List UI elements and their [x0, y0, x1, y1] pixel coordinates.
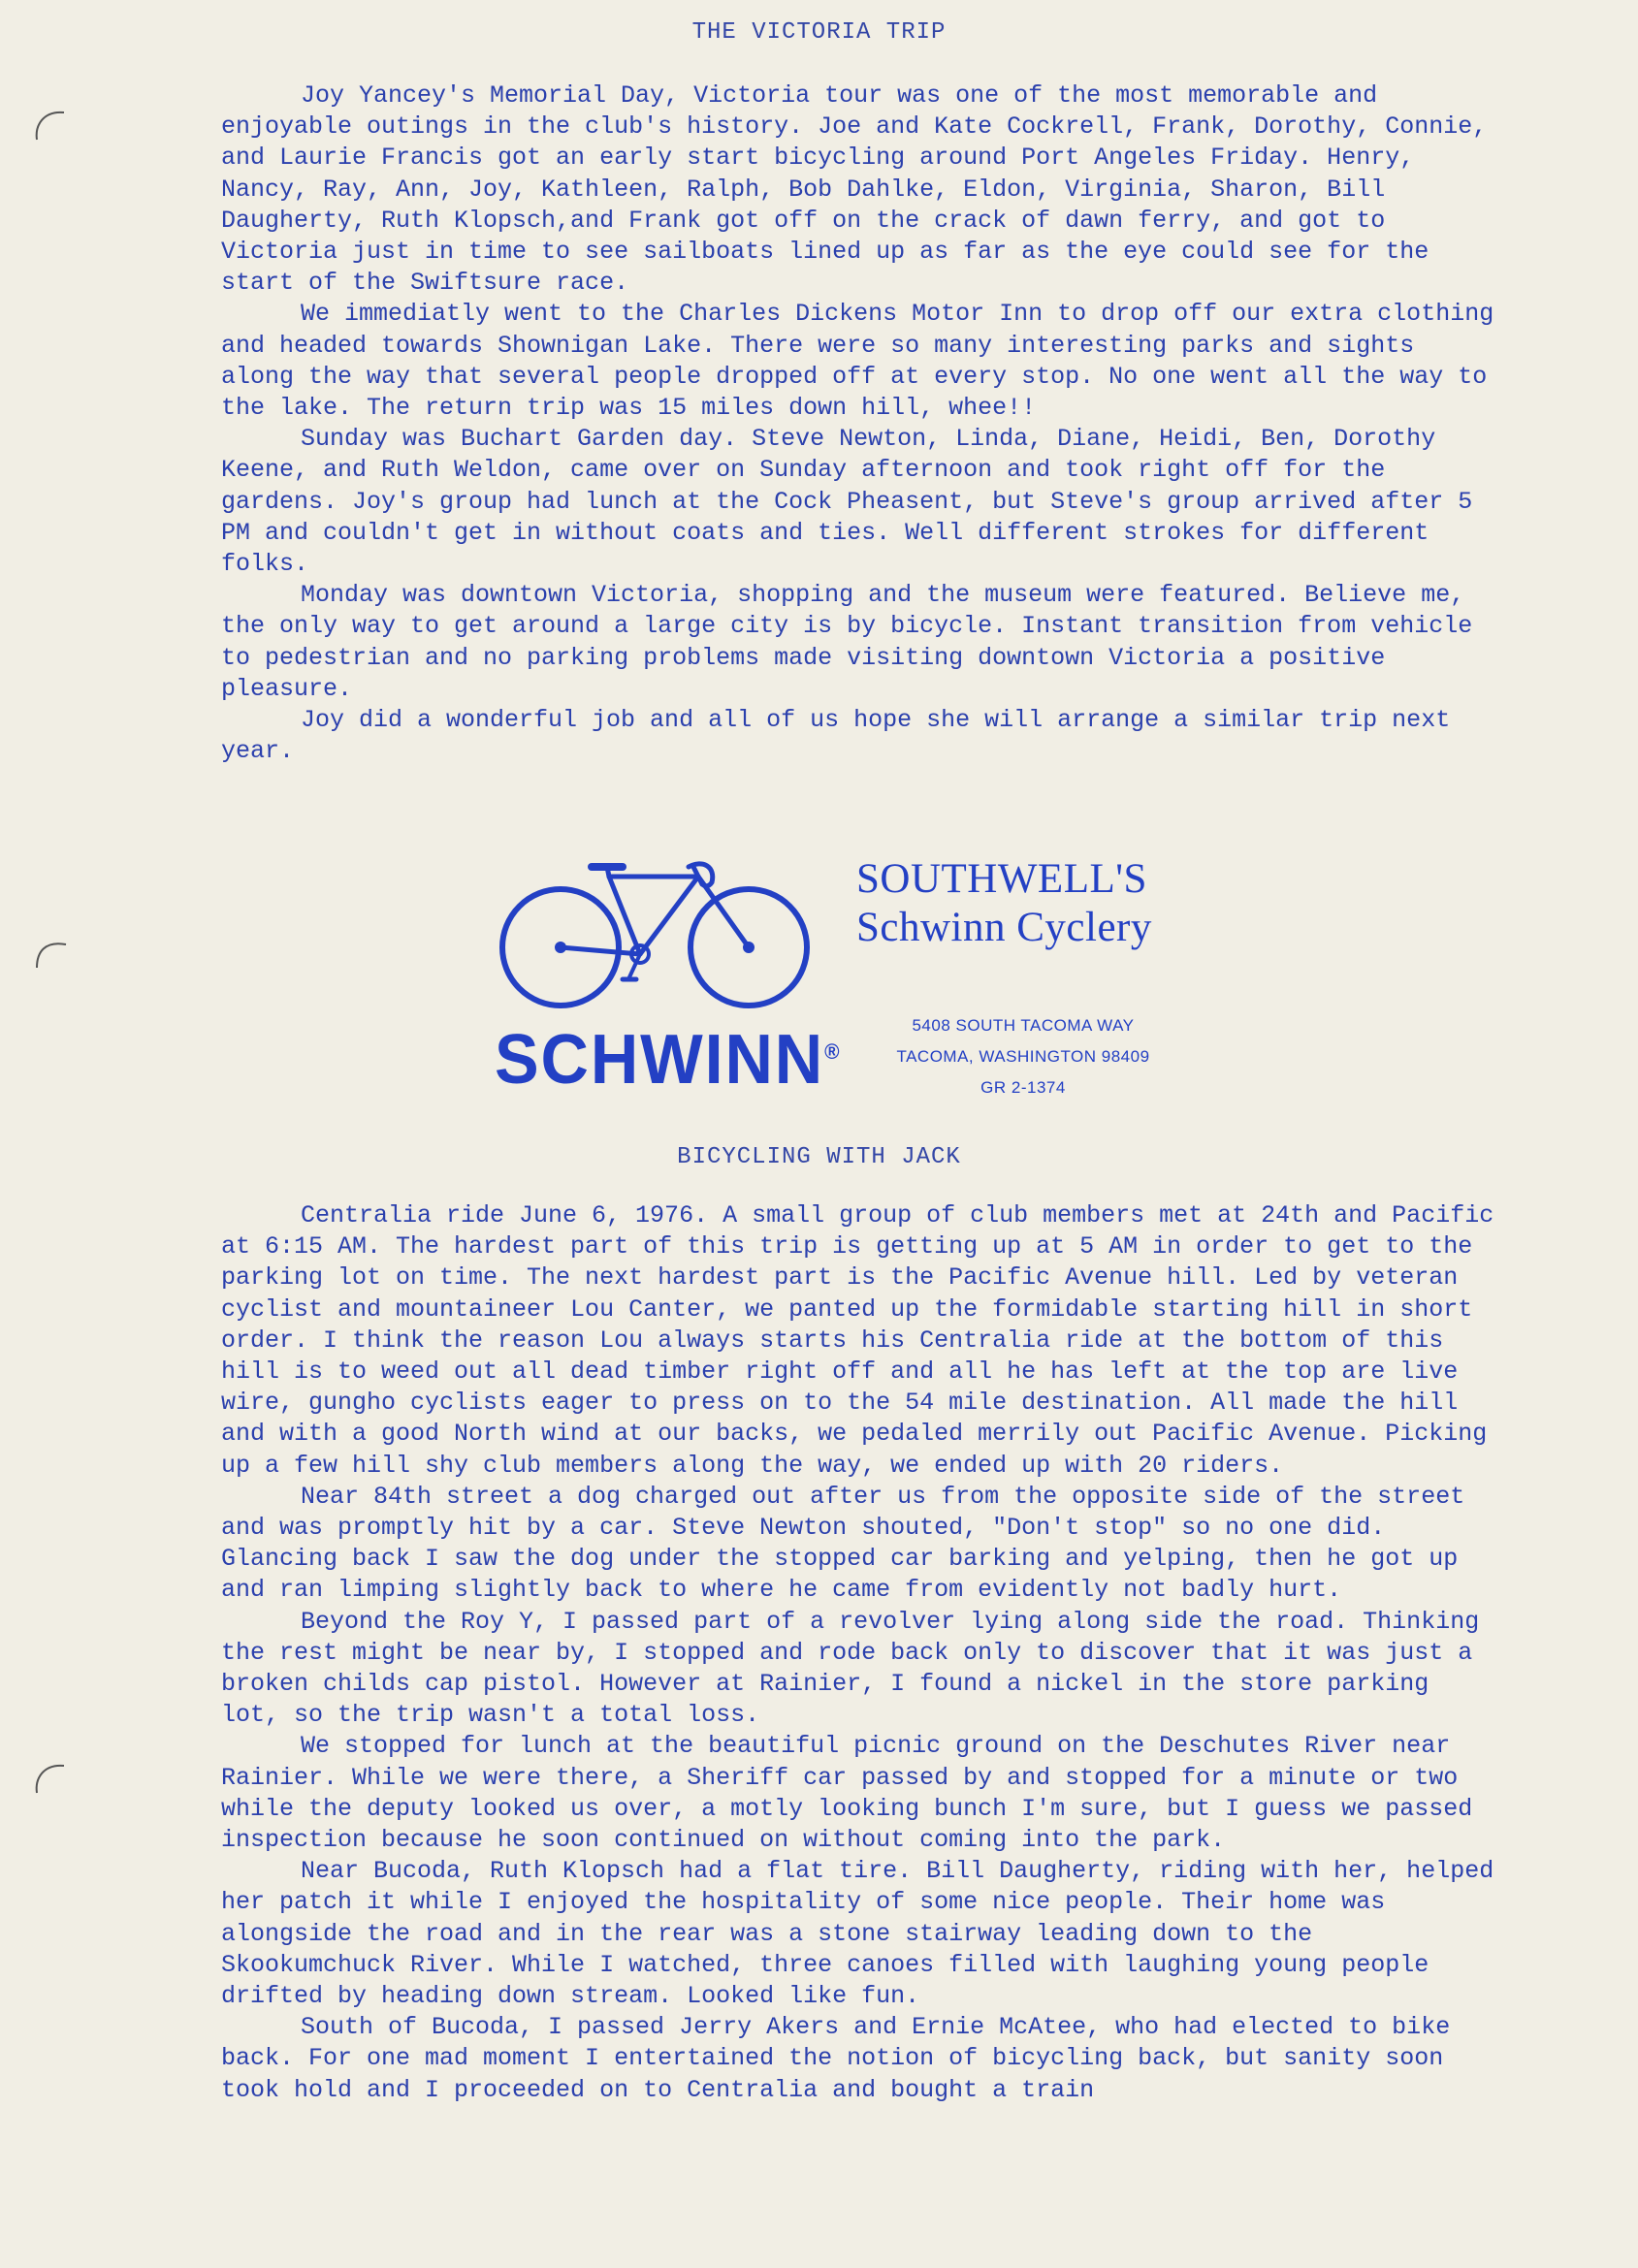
article-paragraph: Near Bucoda, Ruth Klopsch had a flat tire. Bill Daugherty, riding with her, helped her patch it while I enjoyed the hospitality of some nice people. Their home was alongside the road and in the rear was a stone stairway leading down to the Skookumchuck River. While I watched, three canoes filled with laughing young people drifted by heading down stream. Looked like fun.: [221, 1857, 1494, 2011]
bicycle-illustration: [495, 846, 815, 1010]
punch-hole-mark: [29, 939, 68, 977]
schwinn-logo: [495, 1020, 839, 1100]
punch-hole-mark: [29, 1760, 68, 1799]
article-paragraph: Beyond the Roy Y, I passed part of a revolver lying along side the road. Thinking the rest might be near by, I stopped and rode back only to discover that it was just a broken childs cap pistol. However at Rainier, I found a nickel in the store parking lot, so the trip wasn't a total loss.: [221, 1607, 1480, 1730]
store-name-line2: Schwinn Cyclery: [856, 905, 1152, 950]
article-paragraph: We stopped for lunch at the beautiful picnic ground on the Deschutes River near Rainier. While we were there, a Sheriff car passed by and stopped for a minute or two while the deputy looked us over, a motly looking bunch I'm sure, but I guess we passed inspection because he soon continued on without coming into the park.: [221, 1732, 1473, 1855]
store-address: [858, 1010, 1188, 1103]
article-body-victoria-trip: [221, 80, 1501, 767]
article-paragraph: Near 84th street a dog charged out after us from the opposite side of the street and was promptly hit by a car. Steve Newton shouted, "Don't stop" so no one did. Glancing back I saw the dog under the stopped car barking and yelping, then he got up and ran limping slightly back to where he came from evidently not badly hurt.: [221, 1482, 1465, 1605]
article-paragraph: Joy did a wonderful job and all of us hope she will arrange a similar trip next year.: [221, 706, 1451, 766]
article-paragraph: South of Bucoda, I passed Jerry Akers and Ernie McAtee, who had elected to bike back. For one mad moment I entertained the notion of bicycling back, but sanity soon took hold and I proceeded on to Centralia and bought a train: [221, 2013, 1451, 2104]
schwinn-advertisement: [490, 836, 1227, 1117]
article-body-bicycling-with-jack: [221, 1200, 1501, 2106]
address-line2: TACOMA, WASHINGTON 98409: [896, 1047, 1150, 1066]
article-paragraph: Centralia ride June 6, 1976. A small group of club members met at 24th and Pacific at 6:15 AM. The hardest part of this trip is getting up at 5 AM in order to get to the parking lot on time. The next hardest part is the Pacific Avenue hill. Led by veteran cyclist and mountaineer Lou Canter, we panted up the formidable starting hill in short order. I think the reason Lou always starts his Centralia ride at the bottom of this hill is to weed out all dead timber right off and all he has left at the top are live wire, gungho cyclists eager to press on to the 54 mile destination. All made the hill and with a good North wind at our backs, we pedaled merrily out Pacific Avenue. Picking up a few hill shy club members along the way, we ended up with 20 riders.: [221, 1201, 1494, 1480]
store-name: [856, 855, 1244, 952]
article-paragraph: Monday was downtown Victoria, shopping and the museum were featured. Believe me, the only way to get around a large city is by bicycle. Instant transition from vehicle to pedestrian and no parking problems made visiting downtown Victoria a positive pleasure.: [221, 581, 1473, 703]
schwinn-logo-text: SCHWINN: [495, 1021, 825, 1099]
punch-hole-mark: [29, 107, 68, 145]
article-paragraph: We immediatly went to the Charles Dickens Motor Inn to drop off our extra clothing and headed towards Shownigan Lake. There were so many interesting parks and sights along the way that several people dropped off at every stop. No one went all the way to the lake. The return trip was 15 miles down hill, whee!!: [221, 300, 1494, 423]
registered-mark: ®: [824, 1039, 840, 1064]
article-paragraph: Sunday was Buchart Garden day. Steve Newton, Linda, Diane, Heidi, Ben, Dorothy Keene, and Ruth Weldon, came over on Sunday afternoon and took right off for the gardens. Joy's group had lunch at the Cock Pheasent, but Steve's group arrived after 5 PM and couldn't get in without coats and ties. Well different strokes for different folks.: [221, 425, 1473, 579]
article-title-victoria-trip: THE VICTORIA TRIP: [691, 19, 947, 46]
article-paragraph: Joy Yancey's Memorial Day, Victoria tour was one of the most memorable and enjoyable outings in the club's history. Joe and Kate Cockrell, Frank, Dorothy, Connie, and Laurie Francis got an early start bicycling around Port Angeles Friday. Henry, Nancy, Ray, Ann, Joy, Kathleen, Ralph, Bob Dahlke, Eldon, Virginia, Sharon, Bill Daugherty, Ruth Klopsch,and Frank got off on the crack of dawn ferry, and got to Victoria just in time to see sailboats lined up as far as the eye could see for the start of the Swiftsure race.: [221, 81, 1488, 298]
store-phone: GR 2-1374: [980, 1078, 1066, 1097]
article-title-bicycling-with-jack: BICYCLING WITH JACK: [677, 1144, 961, 1170]
store-name-line1: SOUTHWELL'S: [856, 856, 1147, 902]
address-line1: 5408 SOUTH TACOMA WAY: [912, 1016, 1135, 1035]
